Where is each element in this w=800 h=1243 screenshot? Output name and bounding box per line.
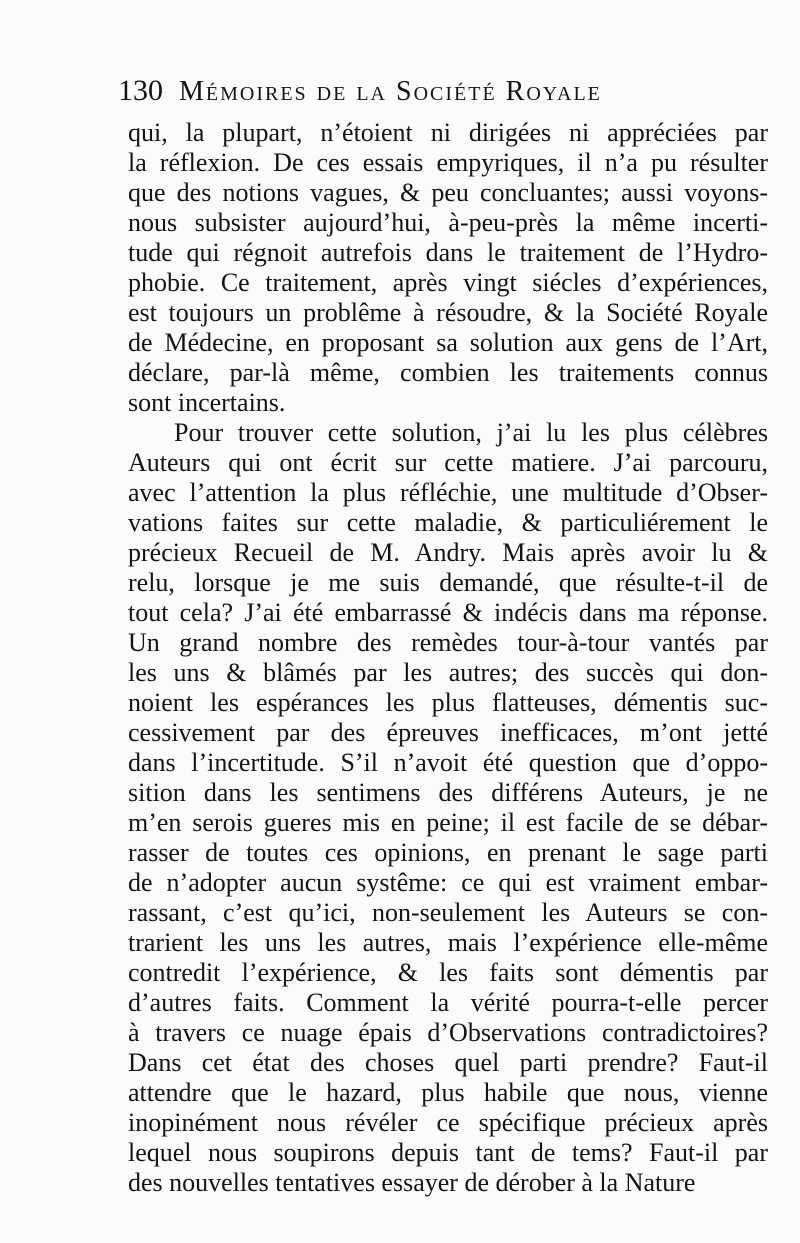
text-line: précieux Recueil de M. Andry. Mais après avoir lu &: [128, 538, 768, 567]
text-line: de Médecine, en proposant sa solution aux gens de l’Art,: [128, 328, 768, 357]
paragraph: [128, 118, 768, 418]
running-head: Mémoires de la Société Royale: [179, 76, 602, 107]
text-line: noient les espérances les plus flatteuses, démentis suc-: [128, 688, 768, 717]
text-line: des nouvelles tentatives essayer de dérober à la Nature: [128, 1168, 696, 1197]
text-line: lequel nous soupirons depuis tant de tems? Faut-il par: [128, 1138, 768, 1167]
text-line: relu, lorsque je me suis demandé, que résulte-t-il de: [128, 568, 768, 597]
text-line: inopinément nous révéler ce spécifique précieux après: [128, 1108, 768, 1137]
text-line: déclare, par-là même, combien les traitements connus: [128, 358, 768, 387]
text-line: attendre que le hazard, plus habile que nous, vienne: [128, 1078, 768, 1107]
paragraph: [128, 418, 768, 1198]
text-line: phobie. Ce traitement, après vingt siécles d’expériences,: [128, 268, 768, 297]
text-line: de n’adopter aucun systême: ce qui est vraiment embar-: [128, 868, 768, 897]
text-line: contredit l’expérience, & les faits sont démentis par: [128, 958, 768, 987]
text-line: sont incertains.: [128, 388, 286, 417]
text-line: trarient les uns les autres, mais l’expérience elle-même: [128, 928, 768, 957]
text-line: Auteurs qui ont écrit sur cette matiere. J’ai parcouru,: [128, 448, 768, 477]
body-text: [128, 118, 768, 1198]
text-line: est toujours un problême à résoudre, & la Société Royale: [128, 298, 768, 327]
page-header: [118, 74, 688, 108]
text-line: nous subsister aujourd’hui, à-peu-près la même incerti-: [128, 208, 768, 237]
text-line: dans l’incertitude. S’il n’avoit été question que d’oppo-: [128, 748, 768, 777]
text-line: à travers ce nuage épais d’Observations contradictoires?: [128, 1018, 768, 1047]
text-line: tout cela? J’ai été embarrassé & indécis dans ma réponse.: [128, 598, 768, 627]
text-line: d’autres faits. Comment la vérité pourra-t-elle percer: [128, 988, 768, 1017]
text-line: Un grand nombre des remèdes tour-à-tour vantés par: [128, 628, 768, 657]
text-line: Pour trouver cette solution, j’ai lu les plus célèbres: [174, 418, 768, 447]
text-line: Dans cet état des choses quel parti prendre? Faut-il: [128, 1048, 768, 1077]
text-line: la réflexion. De ces essais empyriques, il n’a pu résulter: [128, 148, 768, 177]
text-line: que des notions vagues, & peu concluantes; aussi voyons-: [128, 178, 768, 207]
text-line: rassant, c’est qu’ici, non-seulement les Auteurs se con-: [128, 898, 768, 927]
text-line: avec l’attention la plus réfléchie, une multitude d’Obser-: [128, 478, 768, 507]
text-line: qui, la plupart, n’étoient ni dirigées ni appréciées par: [128, 118, 768, 147]
text-line: sition dans les sentimens des différens Auteurs, je ne: [128, 778, 768, 807]
text-line: rasser de toutes ces opinions, en prenant le sage parti: [128, 838, 768, 867]
page-number: 130: [118, 74, 163, 107]
text-line: m’en serois gueres mis en peine; il est facile de se débar-: [128, 808, 768, 837]
text-line: tude qui régnoit autrefois dans le traitement de l’Hydro-: [128, 238, 768, 267]
text-line: cessivement par des épreuves inefficaces, m’ont jetté: [128, 718, 768, 747]
text-line: vations faites sur cette maladie, & particuliérement le: [128, 508, 768, 537]
text-line: les uns & blâmés par les autres; des succès qui don-: [128, 658, 768, 687]
